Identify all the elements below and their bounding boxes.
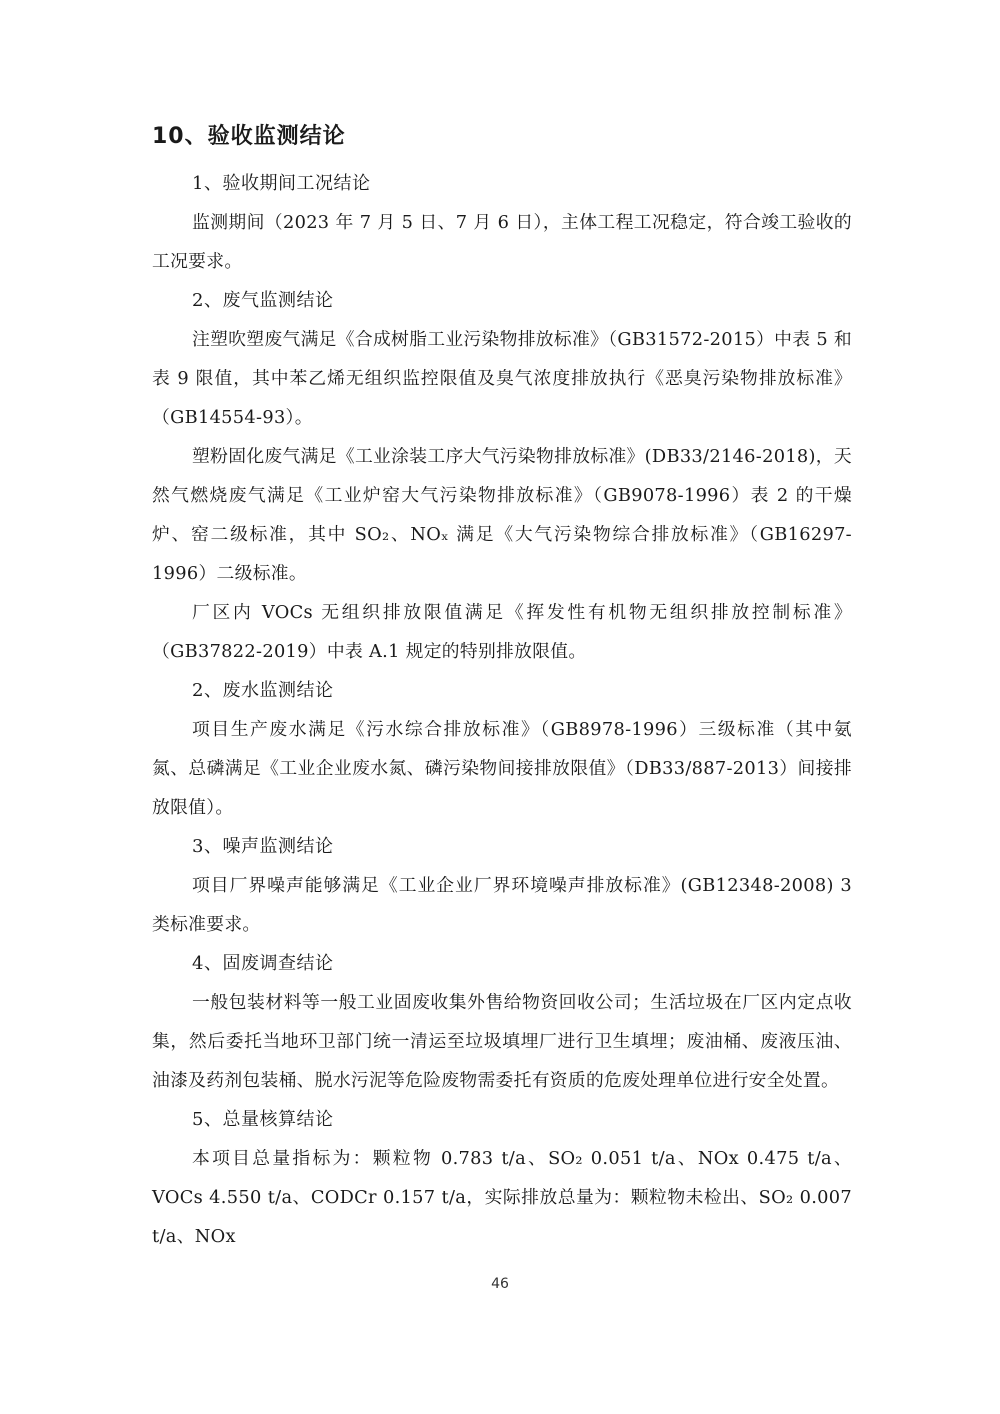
paragraph: 监测期间（2023 年 7 月 5 日、7 月 6 日），主体工程工况稳定，符合竣工验收的工况要求。 bbox=[152, 212, 852, 272]
paragraph: 项目生产废水满足《污水综合排放标准》（GB8978-1996）三级标准（其中氨氮、总磷满足《工业企业废水氮、磷污染物间接排放限值》（DB33/887-2013）间接排放限值）。 bbox=[152, 719, 852, 818]
page-number: 46 bbox=[491, 1276, 509, 1292]
paragraph: 一般包装材料等一般工业固废收集外售给物资回收公司；生活垃圾在厂区内定点收集，然后委托当地环卫部门统一清运至垃圾填埋厂进行卫生填埋；废油桶、废液压油、油漆及药剂包装桶、脱水污泥等危险废物需委托有资质的危废处理单位进行安全处置。 bbox=[152, 992, 852, 1091]
page-content bbox=[152, 122, 852, 1256]
paragraph: 项目厂界噪声能够满足《工业企业厂界环境噪声排放标准》(GB12348-2008) 3 类标准要求。 bbox=[152, 875, 852, 935]
subsection-title: 1、验收期间工况结论 bbox=[192, 173, 371, 194]
subsection-title: 5、总量核算结论 bbox=[192, 1109, 334, 1130]
paragraph: 注塑吹塑废气满足《合成树脂工业污染物排放标准》（GB31572-2015）中表 5 和表 9 限值，其中苯乙烯无组织监控限值及臭气浓度排放执行《恶臭污染物排放标准》（GB14554-93）。 bbox=[152, 329, 852, 428]
section-heading: 10、验收监测结论 bbox=[152, 124, 346, 149]
subsection-title: 2、废水监测结论 bbox=[192, 680, 334, 701]
subsection-title: 2、废气监测结论 bbox=[192, 290, 334, 311]
subsection-title: 4、固废调查结论 bbox=[192, 953, 334, 974]
subsection-title: 3、噪声监测结论 bbox=[192, 836, 334, 857]
paragraph: 塑粉固化废气满足《工业涂装工序大气污染物排放标准》(DB33/2146-2018)，天然气燃烧废气满足《工业炉窑大气污染物排放标准》（GB9078-1996）表 2 的干燥炉、窑二级标准，其中 SO₂、NOₓ 满足《大气污染物综合排放标准》（GB16297-1996）二级标准。 bbox=[152, 446, 852, 584]
paragraph: 厂区内 VOCs 无组织排放限值满足《挥发性有机物无组织排放控制标准》（GB37822-2019）中表 A.1 规定的特别排放限值。 bbox=[152, 602, 852, 662]
paragraph: 本项目总量指标为：颗粒物 0.783 t/a、SO₂ 0.051 t/a、NOx 0.475 t/a、VOCs 4.550 t/a、CODCr 0.157 t/a，实际排放总量为：颗粒物未检出、SO₂ 0.007 t/a、NOx bbox=[152, 1148, 852, 1247]
